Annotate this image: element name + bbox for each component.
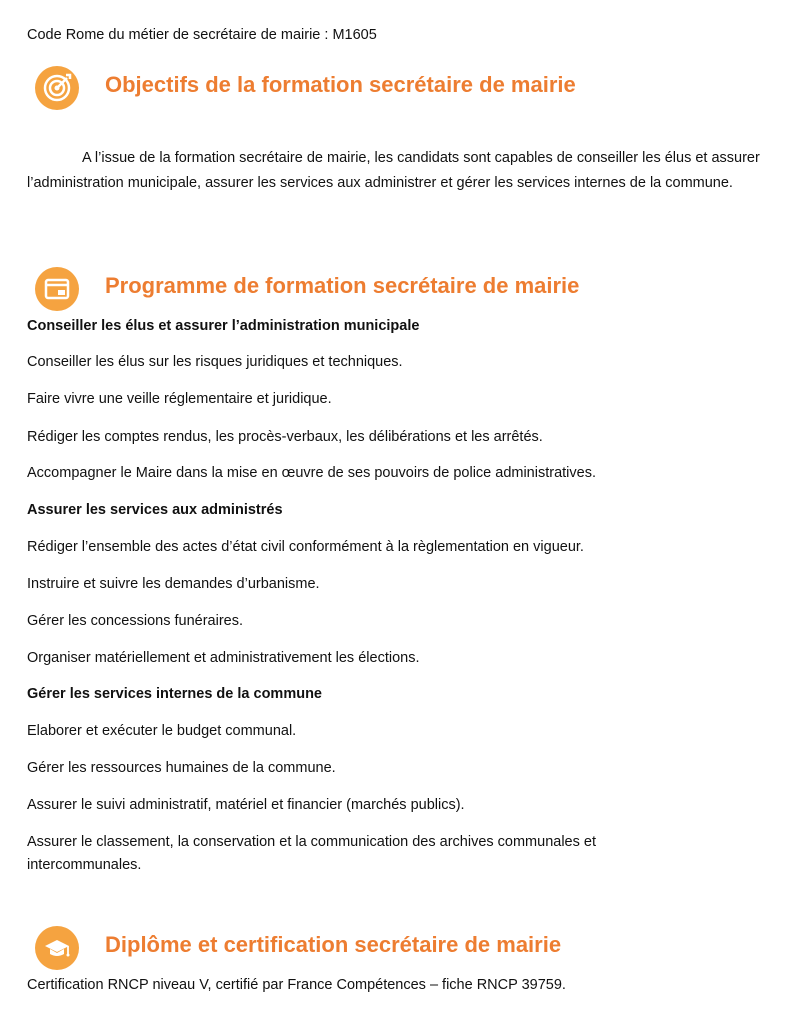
diplome-section-header (35, 926, 775, 976)
group-heading: Assurer les services aux administrés (27, 502, 283, 518)
objectifs-paragraph-text: A l’issue de la formation secrétaire de mairie, les candidats sont capables de conseiller les élus et assurer l’administration municipale, assurer les services aux administrer et gérer les services internes de la commune. (27, 150, 760, 191)
list-item: Gérer les ressources humaines de la commune. (27, 760, 336, 776)
list-item: Instruire et suivre les demandes d’urbanisme. (27, 576, 320, 592)
list-item: Faire vivre une veille réglementaire et juridique. (27, 391, 332, 407)
objectifs-section-header (35, 66, 775, 116)
group-heading: Conseiller les élus et assurer l’administration municipale (27, 318, 420, 334)
rome-code-line: Code Rome du métier de secrétaire de mairie : M1605 (27, 27, 377, 43)
list-item: Accompagner le Maire dans la mise en œuvre de ses pouvoirs de police administratives. (27, 465, 596, 481)
group-heading: Gérer les services internes de la commune (27, 686, 322, 702)
list-item: intercommunales. (27, 857, 142, 873)
programme-heading: Programme de formation secrétaire de mairie (105, 273, 580, 298)
list-item: Organiser matériellement et administrativement les élections. (27, 650, 420, 666)
certification-line: Certification RNCP niveau V, certifié par France Compétences – fiche RNCP 39759. (27, 977, 566, 993)
window-icon (35, 267, 79, 311)
graduation-cap-icon (35, 926, 79, 970)
list-item: Rédiger les comptes rendus, les procès-verbaux, les délibérations et les arrêtés. (27, 429, 543, 445)
diplome-heading: Diplôme et certification secrétaire de mairie (105, 932, 562, 957)
list-item: Assurer le suivi administratif, matériel et financier (marchés publics). (27, 797, 465, 813)
list-item: Assurer le classement, la conservation et la communication des archives communales et (27, 834, 596, 850)
programme-section-header (35, 267, 775, 317)
objectifs-paragraph (27, 146, 762, 196)
target-icon (35, 66, 79, 110)
list-item: Conseiller les élus sur les risques juridiques et techniques. (27, 354, 403, 370)
objectifs-heading: Objectifs de la formation secrétaire de mairie (105, 72, 576, 97)
list-item: Gérer les concessions funéraires. (27, 613, 243, 629)
list-item: Elaborer et exécuter le budget communal. (27, 723, 297, 739)
list-item: Rédiger l’ensemble des actes d’état civil conformément à la règlementation en vigueur. (27, 539, 584, 555)
